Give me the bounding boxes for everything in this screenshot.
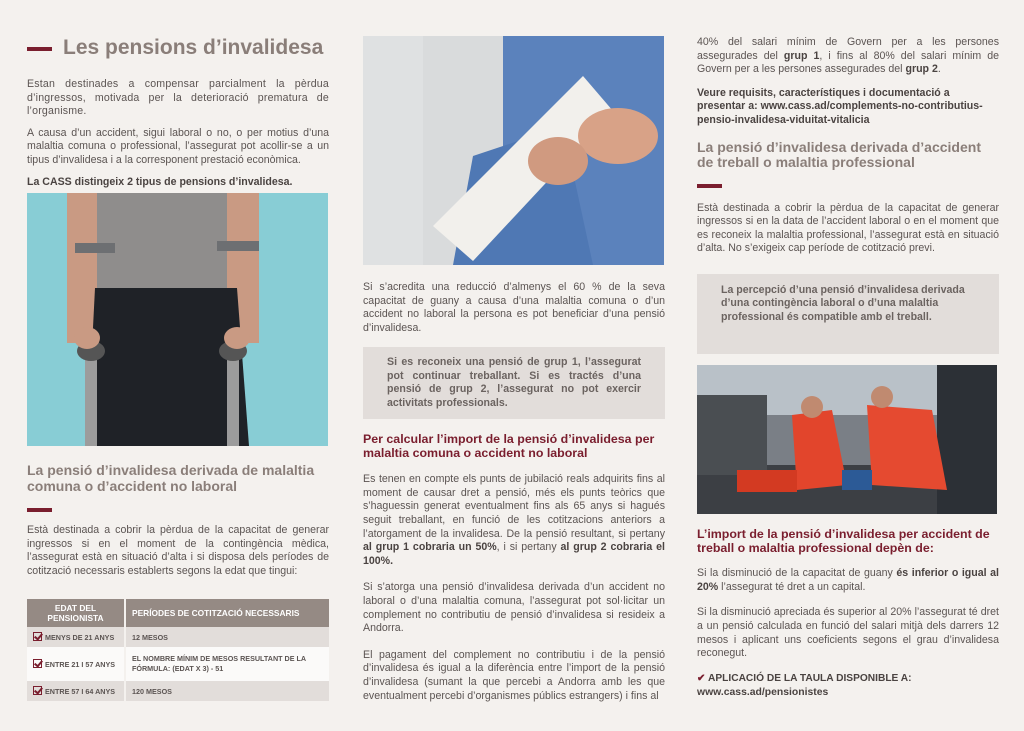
intro-paragraph: Estan destinades a compensar parcialment la pèrdua d’ingressos, motivada per la deterioració prematura de l’organisme. (27, 78, 329, 118)
calc-group2: al grup 2 cobraria el 100%. (363, 541, 665, 567)
amount-section (697, 528, 999, 698)
cta-label: APLICACIÓ DE LA TAULA DISPONIBLE A: (708, 672, 912, 684)
calc-heading: Per calcular l’import de la pensió d’invalidesa per malaltia comuna o accident no laboral (363, 432, 655, 460)
paramedics-photo (697, 365, 997, 514)
capital-threshold: és inferior o igual al 20% (697, 567, 999, 593)
contribution-table (27, 599, 329, 701)
table-row (27, 627, 329, 647)
payment-paragraph: El pagament del complement no contributiu i de la pensió d’invalidesa és igual a la diferència entre l’import de la pensió d’invalidesa (sumant la que percebi a Andorra amb les que eventualment percebi d’organismes públics estrangers) i fins al (363, 648, 665, 702)
calc-paragraph (363, 473, 665, 568)
calc-text: , i si pertany (496, 541, 561, 554)
row-age: ENTRE 57 I 64 ANYS (45, 687, 116, 696)
row-period: 120 MESOS (125, 681, 329, 701)
pensioners-link[interactable]: www.cass.ad/pensionistes (697, 686, 829, 698)
percent-text: . (937, 63, 941, 76)
title-accent-bar (27, 47, 52, 51)
checkbox-icon (33, 686, 42, 695)
row-period: EL NOMBRE MÍNIM DE MESOS RESULTANT DE LA FÓRMULA: (EDAT X 3) - 51 (125, 647, 329, 681)
requirements-link[interactable]: Veure requisits, característiques i documentació a presentar a: www.cass.ad/complements-no-contributius-pensio-invalidesa-viduitat-vitalicia (697, 86, 983, 126)
section-title-work: La pensió d’invalidesa derivada d’accident de treball o malaltia professional (697, 138, 981, 171)
section-text-common: Està destinada a cobrir la pèrdua de la capacitat de generar ingressos si en el moment de la contingència mèdica, l’assegurat està en situació d’alta i si disposa dels períodes de cotització necessaris establerts segons la edat que tingui: (27, 524, 329, 577)
percent-group2: grup 2 (905, 63, 938, 76)
cause-paragraph: A causa d’un accident, sigui laboral o no, o per motius d’una malaltia comuna o professional, l’assegurat pot acollir-se a un tipus d’invalidesa i a la corresponent prestació econòmica. (27, 126, 329, 166)
capital-text: l’assegurat té dret a un capital. (718, 580, 866, 593)
crutches-photo (27, 193, 328, 446)
percent-text: 40% del salari mínim de Govern per a les persones assegurades del (697, 36, 999, 62)
complement-paragraph: Si s’atorga una pensió d’invalidesa derivada d’un accident no laboral o d’una malaltia comuna, l’assegurat pot sol·licitar un complement no contributiu de pensió d’invalidesa si resideix a Andorra. (363, 581, 665, 635)
row-age: MENYS DE 21 ANYS (45, 633, 115, 642)
section-text-work: Està destinada a cobrir la pèrdua de la capacitat de generar ingressos si en la data de l’accident laboral o en el moment que es reconeix la malaltia professional, l’assegurat està en situació d’alta. No s’exigeix cap període de cotització previ. (697, 201, 999, 255)
capital-paragraph (697, 567, 999, 594)
calc-group1: al grup 1 cobraria un 50% (363, 541, 497, 554)
table-row (27, 681, 329, 701)
amount-heading: L’import de la pensió d’invalidesa per accident de treball o malaltia professional depèn de: (697, 527, 990, 555)
cta-line (697, 673, 999, 684)
row-period: 12 MESOS (125, 627, 329, 647)
checkbox-icon (33, 632, 42, 641)
checkbox-icon (33, 659, 42, 668)
table-row (27, 647, 329, 681)
capital-text: Si la disminució de la capacitat de guany (697, 567, 897, 580)
column-3 (697, 36, 999, 354)
types-paragraph: La CASS distingeix 2 tipus de pensions d’invalidesa. (27, 175, 293, 188)
table-header-age: EDAT DEL PENSIONISTA (27, 599, 125, 627)
percent-text: , i fins al 80% del salari mínim de Govern per a les persones assegurades del (697, 49, 1000, 76)
check-icon: ✔ (697, 672, 706, 684)
compatibility-box: La percepció d’una pensió d’invalidesa derivada d’una contingència laboral o d’una malaltia professional és compatible amb el treball. (697, 274, 999, 354)
column-2 (363, 281, 665, 703)
section-common-illness (27, 463, 329, 578)
calc-text: Es tenen en compte els punts de jubilació reals adquirits fins al moment de causar dret a pensió, més els punts teòrics que s’haguessin generat eventualment fins als 65 anys si hagués seguit treballant, en funció de les cotitzacions anteriors a l’atorgament de la invalidesa. De la pensió resultant, si pertany (363, 473, 665, 540)
group-info-box: Si es reconeix una pensió de grup 1, l’assegurat pot continuar treballant. Si es tractés d’una pensió de grup 2, l’assegurat no pot exercir activitats professionals. (363, 347, 665, 419)
reduction-paragraph: Si s’acredita una reducció d’almenys el 60 % de la seva capacitat de guany a causa d’una malaltia comuna o d’un accident no laboral la persona es pot beneficiar d’una pensió d’invalidesa. (363, 281, 665, 334)
column-1 (27, 78, 329, 189)
table-header-periods: PERÍODES DE COTITZACIÓ NECESSARIS (125, 599, 329, 627)
row-age: ENTRE 21 I 57 ANYS (45, 660, 116, 669)
accent-bar (27, 508, 52, 512)
accent-bar (697, 184, 722, 188)
section-title-common: La pensió d’invalidesa derivada de malaltia comuna o d’accident no laboral (27, 462, 315, 494)
percent-group1: grup 1 (783, 49, 820, 62)
bandaged-arm-photo (363, 36, 664, 265)
pension-paragraph: Si la disminució apreciada és superior al 20% l’assegurat té dret a un pensió calculada en funció del salari mitjà dels darrers 12 mesos i aplicant uns coeficients segons el grau d’invalidesa reconegut. (697, 606, 999, 660)
page-title: Les pensions d’invalidesa (63, 36, 324, 59)
percent-paragraph (697, 36, 999, 77)
